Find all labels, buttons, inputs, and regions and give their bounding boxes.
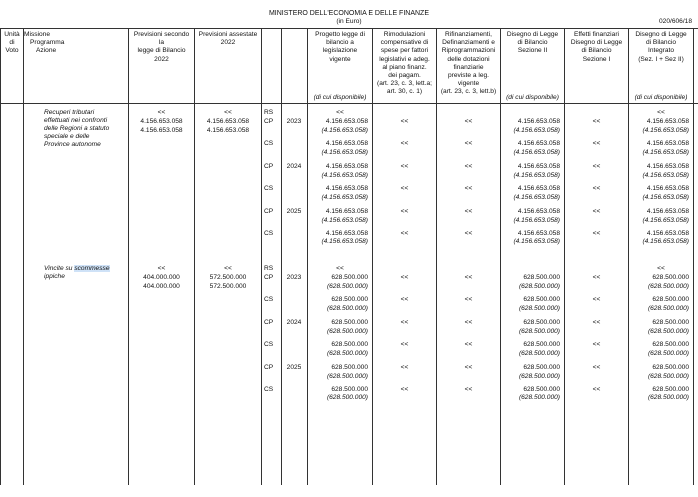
column-header-line: di Bilancio	[581, 47, 612, 55]
effects-value: <<	[592, 207, 601, 215]
refinancing-value: <<	[464, 117, 473, 125]
column-header-line: vigente	[457, 80, 480, 88]
section2-value: 4.156.653.058	[517, 184, 560, 192]
section2-value: 4.156.653.058	[517, 117, 560, 125]
column-header-unita	[1, 31, 23, 56]
project-value: 4.156.653.058	[325, 229, 368, 237]
project-value: 4.156.653.058	[325, 117, 368, 125]
project-value: 4.156.653.058	[325, 207, 368, 215]
project-available: (4.156.653.058)	[321, 238, 368, 246]
column-header-ddl-integrato	[629, 31, 693, 64]
column-header-prev-assestate	[195, 31, 261, 47]
row-type: RS	[264, 265, 274, 272]
row-type: CS	[264, 184, 274, 192]
column-header-line: 2022	[220, 39, 236, 47]
project-value: 4.156.653.058	[325, 139, 368, 147]
section2-available: (4.156.653.058)	[513, 171, 560, 179]
project-value: 628.500.000	[331, 318, 368, 326]
project-value: 628.500.000	[331, 295, 368, 303]
column-header-line: dei pagam.	[388, 72, 421, 80]
integrated-available: (628.500.000)	[647, 282, 689, 290]
project-value: 628.500.000	[331, 273, 368, 281]
rimodulation-value: <<	[400, 363, 409, 371]
integrated-value: 628.500.000	[652, 340, 689, 348]
column-header-line: Effetti finanziari	[574, 31, 619, 38]
column-divider	[128, 29, 129, 485]
rimodulation-value: <<	[400, 318, 409, 326]
effects-value: <<	[592, 385, 601, 393]
column-header-missione	[24, 31, 128, 56]
adjusted-forecast-value: <<	[224, 265, 232, 272]
year-label: 2025	[286, 207, 302, 215]
column-header-line: delle dotazioni	[447, 55, 490, 63]
column-header-line: Sezione II	[517, 47, 548, 55]
column-divider	[23, 29, 24, 485]
row-type: CS	[264, 295, 274, 303]
column-header-line: Disegno di Legge	[635, 31, 687, 38]
action-description-line: effettuati nei confronti	[44, 117, 108, 125]
rimodulation-value: <<	[400, 207, 409, 215]
integrated-available: (4.156.653.058)	[642, 148, 689, 156]
row-type: CP	[264, 318, 274, 326]
adjusted-forecast-value: 4.156.653.058	[206, 117, 250, 125]
refinancing-value: <<	[464, 139, 473, 147]
effects-value: <<	[592, 273, 601, 281]
column-header-line: Disegno di Legge	[506, 31, 559, 38]
refinancing-value: <<	[464, 385, 473, 393]
project-value: <<	[336, 109, 344, 116]
effects-value: <<	[592, 363, 601, 371]
available-note-progetto: (di cui disponibile)	[313, 94, 367, 101]
year-label: 2024	[286, 318, 302, 326]
column-header-line: (art. 23, c. 3, lett.a;	[377, 80, 432, 88]
action-description-line: Province autonome	[44, 141, 101, 149]
section2-available: (628.500.000)	[518, 282, 560, 290]
section2-value: 628.500.000	[523, 385, 560, 393]
column-header-line: legislazione	[322, 47, 358, 55]
integrated-available: (628.500.000)	[647, 372, 689, 380]
column-header-line: 2022	[154, 55, 169, 63]
column-header-line: di Bilancio	[645, 39, 677, 47]
column-header-line: Previsioni assestate	[198, 31, 258, 38]
column-header-line: legislativi e adeg.	[379, 55, 430, 63]
column-header-line: spese per fattori	[380, 47, 429, 55]
column-header-line: Riprogrammazioni	[441, 47, 496, 55]
year-label: 2025	[286, 363, 302, 371]
section2-available: (4.156.653.058)	[513, 126, 560, 134]
rimodulation-value: <<	[400, 273, 409, 281]
column-header-line: art. 30, c. 1)	[386, 88, 423, 96]
effects-value: <<	[592, 229, 601, 237]
column-divider	[436, 29, 437, 485]
integrated-value: 628.500.000	[652, 295, 689, 303]
integrated-available: (628.500.000)	[647, 327, 689, 335]
column-divider	[564, 29, 565, 485]
section2-value: 4.156.653.058	[517, 162, 560, 170]
section2-value: 4.156.653.058	[517, 207, 560, 215]
section2-value: 628.500.000	[523, 273, 560, 281]
effects-value: <<	[592, 162, 601, 170]
column-header-rimodulazioni	[373, 31, 436, 97]
section2-available: (628.500.000)	[518, 327, 560, 335]
year-label: 2024	[286, 162, 302, 170]
row-type: CS	[264, 139, 274, 147]
column-header-line: vigente	[329, 55, 351, 63]
column-header-line: Definanziamenti e	[442, 39, 495, 47]
section2-available: (628.500.000)	[518, 394, 560, 402]
section2-available: (628.500.000)	[518, 349, 560, 357]
action-description-line: ippiche	[44, 273, 65, 281]
column-divider	[0, 29, 1, 485]
forecast-value: 4.156.653.058	[140, 126, 183, 134]
column-header-line: al piano finanz.	[382, 63, 427, 71]
section2-value: 628.500.000	[523, 363, 560, 371]
project-available: (628.500.000)	[326, 327, 368, 335]
forecast-value: 4.156.653.058	[140, 117, 183, 125]
section2-value: 628.500.000	[523, 318, 560, 326]
project-available: (4.156.653.058)	[321, 193, 368, 201]
section2-available: (628.500.000)	[518, 372, 560, 380]
action-description-line: Recuperi tributari	[44, 109, 95, 116]
column-header-line: (art. 23, c. 3, lett.b)	[440, 88, 497, 96]
integrated-value: 4.156.653.058	[646, 184, 689, 192]
column-divider	[194, 29, 195, 485]
column-header-ddl-sezione2	[501, 31, 564, 56]
rimodulation-value: <<	[400, 295, 409, 303]
project-available: (628.500.000)	[326, 349, 368, 357]
effects-value: <<	[592, 139, 601, 147]
integrated-value: 4.156.653.058	[646, 162, 689, 170]
effects-value: <<	[592, 184, 601, 192]
column-header-line: di Bilancio	[517, 39, 548, 47]
row-type: CP	[264, 273, 274, 281]
project-value: 4.156.653.058	[325, 184, 368, 192]
effects-value: <<	[592, 117, 601, 125]
section2-available: (4.156.653.058)	[513, 216, 560, 224]
column-header-line: la	[158, 39, 165, 47]
integrated-value: 4.156.653.058	[646, 229, 689, 237]
refinancing-value: <<	[464, 162, 473, 170]
forecast-value: 404.000.000	[143, 273, 180, 281]
forecast-value: 404.000.000	[143, 282, 180, 290]
refinancing-value: <<	[464, 229, 473, 237]
project-available: (628.500.000)	[326, 372, 368, 380]
document-code: 020/606/18	[658, 18, 692, 25]
row-type: CP	[264, 117, 274, 125]
column-header-line: Unità	[4, 31, 20, 38]
row-type: CS	[264, 340, 274, 348]
rimodulation-value: <<	[400, 117, 409, 125]
column-header-line: finanziarie	[453, 63, 484, 71]
project-available: (4.156.653.058)	[321, 148, 368, 156]
forecast-value: <<	[157, 265, 166, 272]
integrated-value: 628.500.000	[652, 273, 689, 281]
integrated-available: (4.156.653.058)	[642, 193, 689, 201]
column-header-effetti	[565, 31, 628, 64]
column-header-progetto	[308, 31, 372, 64]
section2-value: 4.156.653.058	[517, 139, 560, 147]
column-header-prev-secondo	[129, 31, 194, 64]
effects-value: <<	[592, 318, 601, 326]
project-value: 628.500.000	[331, 363, 368, 371]
column-divider	[261, 29, 262, 485]
column-header-line: di	[9, 39, 15, 47]
refinancing-value: <<	[464, 184, 473, 192]
integrated-value: <<	[657, 265, 665, 272]
column-header-line: previste a leg.	[447, 72, 490, 80]
column-header-rifinanziamenti	[437, 31, 500, 97]
integrated-available: (628.500.000)	[647, 304, 689, 312]
column-header-line: Rimodulazioni	[383, 31, 426, 38]
rimodulation-value: <<	[400, 340, 409, 348]
section2-available: (628.500.000)	[518, 304, 560, 312]
column-header-line: Azione	[36, 47, 57, 55]
refinancing-value: <<	[464, 273, 473, 281]
column-header-line: legge di Bilancio	[137, 47, 186, 55]
column-header-line: Programma	[30, 39, 65, 47]
integrated-value: 628.500.000	[652, 385, 689, 393]
row-type: CS	[264, 385, 274, 393]
year-label: 2023	[286, 117, 302, 125]
year-label: 2023	[286, 273, 302, 281]
integrated-available: (628.500.000)	[647, 394, 689, 402]
section2-available: (4.156.653.058)	[513, 148, 560, 156]
rimodulation-value: <<	[400, 139, 409, 147]
refinancing-value: <<	[464, 318, 473, 326]
row-type: CP	[264, 207, 274, 215]
integrated-value: 628.500.000	[652, 318, 689, 326]
currency-note: (in Euro)	[336, 18, 362, 25]
project-value: <<	[336, 265, 344, 272]
project-available: (628.500.000)	[326, 304, 368, 312]
row-type: CP	[264, 363, 274, 371]
column-header-line: Sezione I	[582, 55, 611, 63]
project-value: 628.500.000	[331, 385, 368, 393]
table-header-border	[0, 103, 698, 104]
integrated-value: <<	[657, 109, 665, 116]
row-type: CS	[264, 229, 274, 237]
refinancing-value: <<	[464, 363, 473, 371]
rimodulation-value: <<	[400, 229, 409, 237]
forecast-value: <<	[157, 109, 166, 116]
section2-available: (4.156.653.058)	[513, 193, 560, 201]
action-description-line: delle Regioni a statuto	[44, 125, 110, 133]
action-description-line: speciale e delle	[44, 133, 90, 141]
adjusted-forecast-value: 572.500.000	[209, 282, 247, 290]
column-header-line: Previsioni secondo	[133, 31, 190, 38]
section2-value: 628.500.000	[523, 340, 560, 348]
project-value: 628.500.000	[331, 340, 368, 348]
column-header-line: Progetto legge di	[315, 31, 365, 38]
integrated-available: (4.156.653.058)	[642, 238, 689, 246]
section2-value: 4.156.653.058	[517, 229, 560, 237]
table-top-border	[0, 28, 698, 29]
project-available: (628.500.000)	[326, 394, 368, 402]
project-available: (628.500.000)	[326, 282, 368, 290]
column-header-line: Rifinanziamenti,	[445, 31, 492, 38]
column-divider	[372, 29, 373, 485]
integrated-value: 4.156.653.058	[646, 117, 689, 125]
column-header-line: compensative di	[380, 39, 429, 47]
row-type: RS	[264, 109, 274, 116]
integrated-available: (4.156.653.058)	[642, 171, 689, 179]
refinancing-value: <<	[464, 340, 473, 348]
integrated-value: 4.156.653.058	[646, 207, 689, 215]
integrated-available: (628.500.000)	[647, 349, 689, 357]
ministry-title: MINISTERO DELL'ECONOMIA E DELLE FINANZE	[268, 10, 430, 17]
project-available: (4.156.653.058)	[321, 216, 368, 224]
available-note-ddl-sezione2: (di cui disponibile)	[506, 94, 559, 101]
project-available: (4.156.653.058)	[321, 171, 368, 179]
section2-available: (4.156.653.058)	[513, 238, 560, 246]
effects-value: <<	[592, 295, 601, 303]
adjusted-forecast-value: 4.156.653.058	[206, 126, 250, 134]
integrated-value: 628.500.000	[652, 363, 689, 371]
action-description-line: Vincite su scommesse	[44, 265, 110, 272]
column-header-line: (Sez. I + Sez II)	[638, 55, 684, 63]
rimodulation-value: <<	[400, 184, 409, 192]
integrated-value: 4.156.653.058	[646, 139, 689, 147]
column-header-line: Missione	[24, 31, 51, 38]
project-available: (4.156.653.058)	[321, 126, 368, 134]
section2-value: 628.500.000	[523, 295, 560, 303]
row-type: CP	[264, 162, 274, 170]
integrated-available: (4.156.653.058)	[642, 216, 689, 224]
refinancing-value: <<	[464, 295, 473, 303]
integrated-available: (4.156.653.058)	[642, 126, 689, 134]
column-divider	[693, 29, 694, 485]
column-header-line: Disegno di Legge	[570, 39, 623, 47]
available-note-ddl-integrato: (di cui disponibile)	[634, 94, 688, 101]
rimodulation-value: <<	[400, 385, 409, 393]
project-value: 4.156.653.058	[325, 162, 368, 170]
adjusted-forecast-value: <<	[224, 109, 232, 116]
rimodulation-value: <<	[400, 162, 409, 170]
column-header-line: Integrato	[647, 47, 675, 55]
adjusted-forecast-value: 572.500.000	[209, 273, 247, 281]
effects-value: <<	[592, 340, 601, 348]
column-header-line: bilancio a	[326, 39, 354, 47]
column-header-line: Voto	[5, 47, 19, 55]
refinancing-value: <<	[464, 207, 473, 215]
column-divider	[281, 29, 282, 485]
